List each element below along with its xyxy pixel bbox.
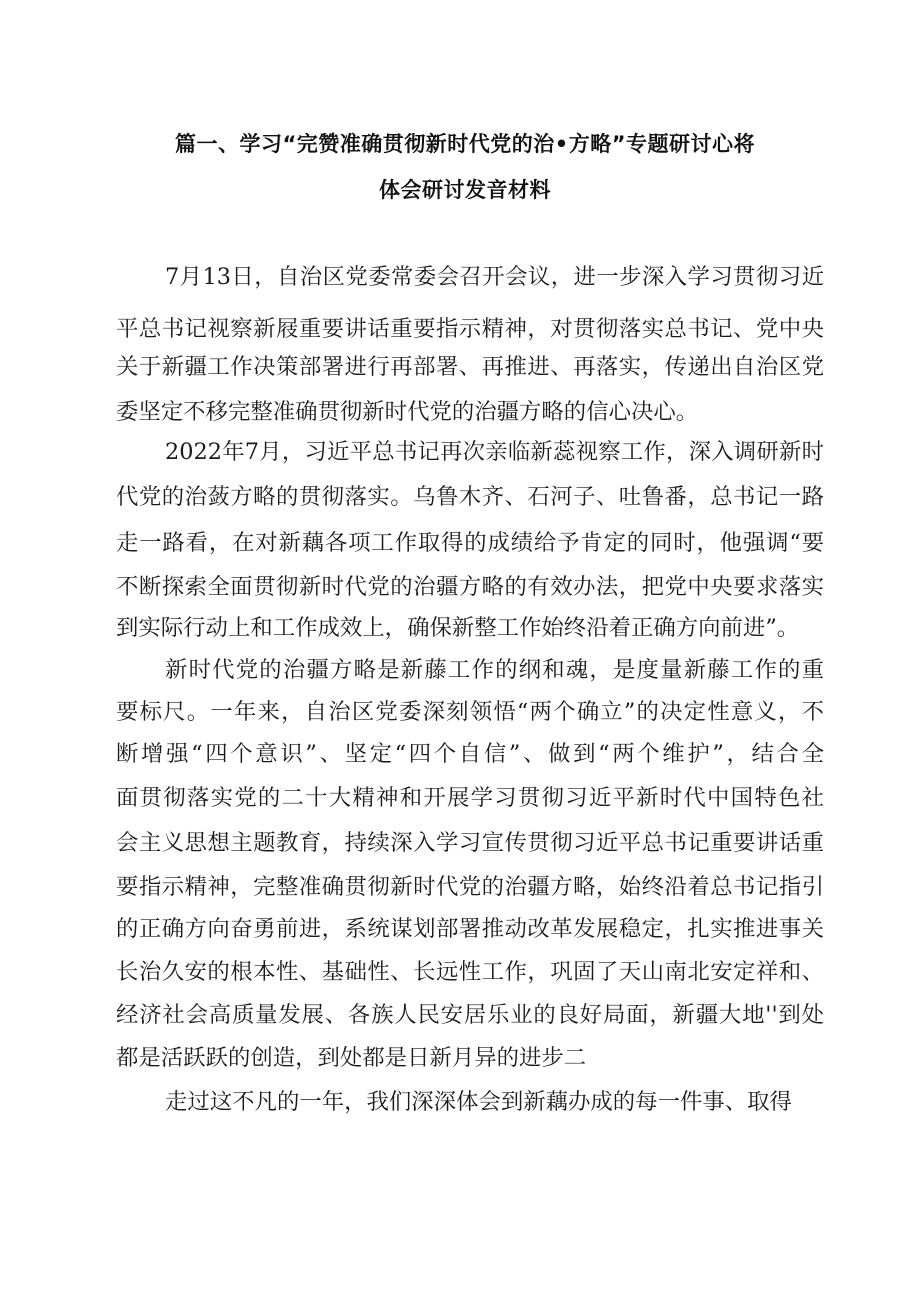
paragraph-3-line: 的正确方向奋勇前进，系统谋划部署推动改革发展稳定，扎实推进事关 [116, 916, 824, 942]
paragraph-4-line: 走过这不凡的一年，我们深深体会到新藕办成的每一件事、取得 [165, 1089, 792, 1115]
paragraph-1-line: 平总书记视察新屐重要讲话重要指示精神，对贯彻落实总书记、党中央 [116, 316, 824, 342]
paragraph-3-line: 长治久安的根本性、基础性、长远性工作，巩固了天山南北安定祥和、 [116, 959, 824, 985]
paragraph-3-line: 要指示精神，完整准确贯彻新时代党的治疆方略，始终沿着总书记指引 [116, 874, 824, 900]
document-title-line-1: 篇一、学习“完赞准确贯彻新时代党的治•方略”专题研讨心将 [174, 132, 756, 156]
paragraph-3-line: 要标尺。一年来，自治区党委深刻领悟“两个确立”的决定性意义，不 [116, 699, 824, 725]
paragraph-1-line: 7月13日，自治区党委常委会召开会议，进一步深入学习贯彻习近 [165, 264, 824, 290]
paragraph-3-line: 断增强“四个意识”、坚定“四个自信”、做到“两个维护”，结合全 [116, 741, 824, 767]
paragraph-2-line: 到实际行动上和工作成效上，确保新整工作始终沿着正确方向前进”。 [116, 615, 800, 641]
paragraph-3-line: 经济社会高质量发展、各族人民安居乐业的良好局面，新疆大地''到处 [116, 1002, 824, 1028]
paragraph-2-line: 代党的治蔹方略的贯彻落实。乌鲁木齐、石河子、吐鲁番，总书记一路 [116, 484, 824, 510]
document-title-line-2: 体会研讨发音材料 [379, 178, 551, 202]
paragraph-2-line: 不断探索全面贯彻新时代党的治疆方略的有效办法，把党中央要求落实 [116, 574, 824, 600]
paragraph-1-line: 委坚定不移完整准确贯彻新时代党的治疆方略的信心决心。 [116, 399, 699, 425]
paragraph-3-line: 面贯彻落实党的二十大精神和开展学习贯彻习近平新时代中国特色社 [116, 785, 824, 811]
paragraph-3-line: 新时代党的治疆方略是新藤工作的纲和魂，是度量新藤工作的重 [165, 657, 824, 683]
paragraph-1-line: 关于新疆工作决策部署进行再部署、再推进、再落实，传递出自治区党 [116, 354, 824, 380]
paragraph-3-line: 都是活跃跃的创造，到处都是日新月异的进步二 [116, 1045, 587, 1071]
paragraph-2-line: 走一路看，在对新藕各项工作取得的成绩给予肯定的同时，他强调“要 [116, 530, 824, 556]
paragraph-3-line: 会主义思想主题教育，持续深入学习宣传贯彻习近平总书记重要讲话重 [116, 830, 824, 856]
paragraph-2-line: 2022年7月，习近平总书记再次亲临新蕊视察工作，深入调研新时 [165, 439, 824, 465]
